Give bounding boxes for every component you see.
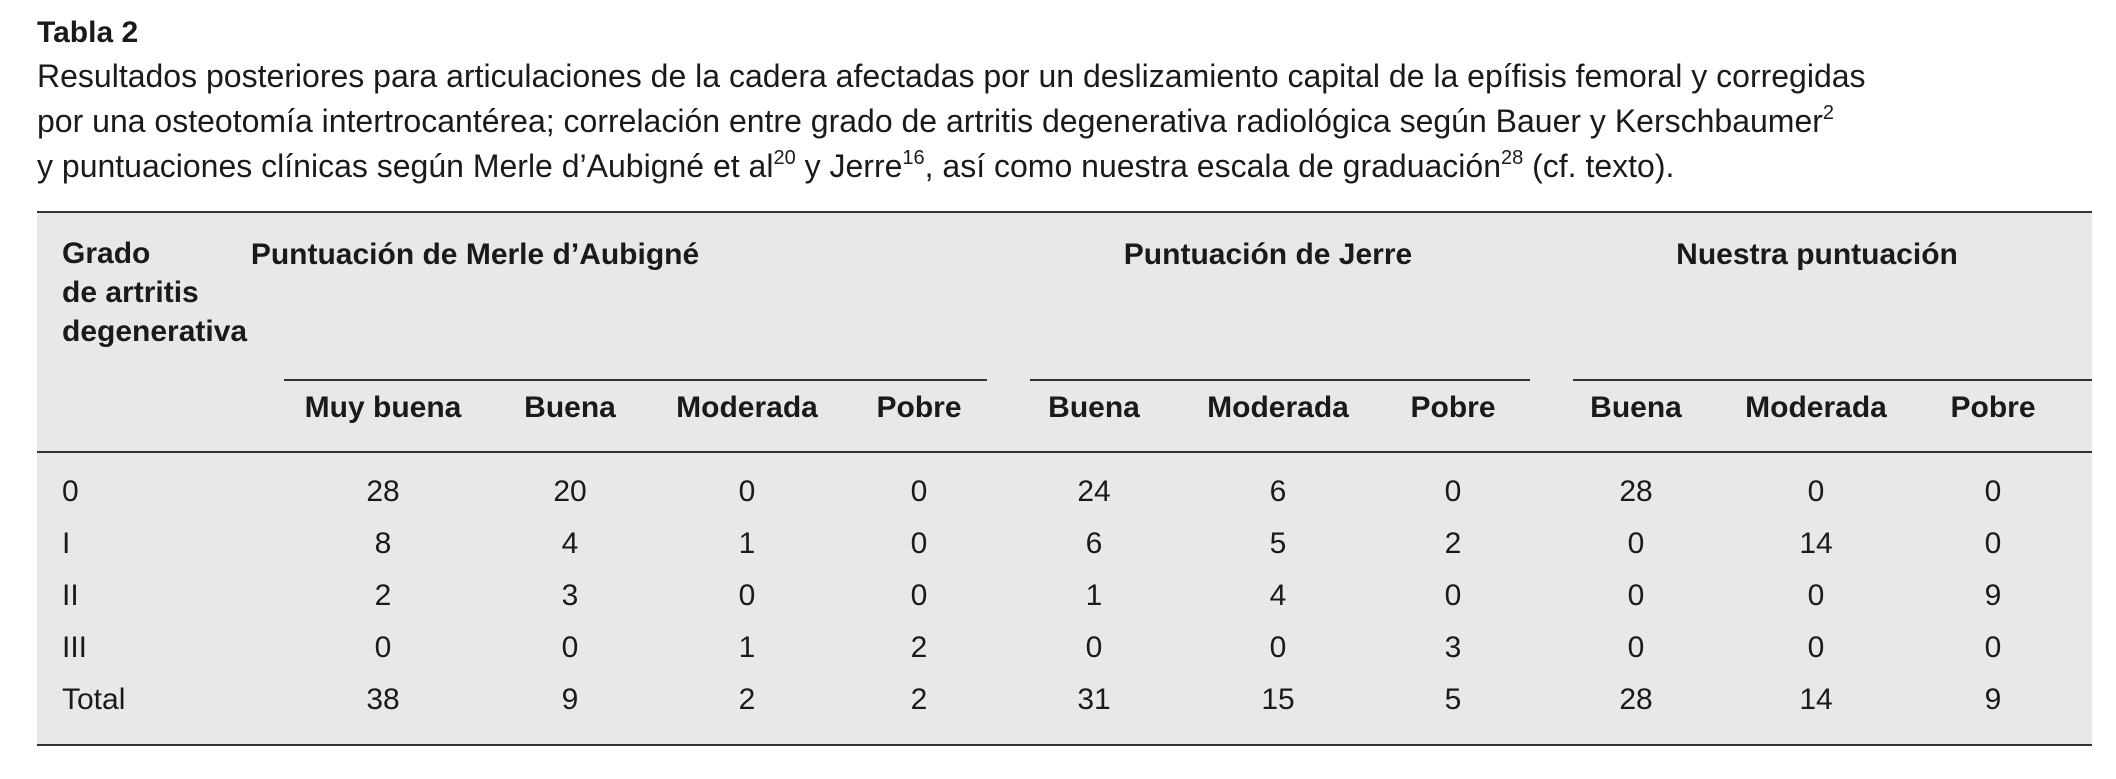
table-caption (37, 54, 2077, 189)
table-cell: 0 (738, 579, 756, 612)
results-table (37, 211, 2092, 746)
table-cell: 0 (1984, 527, 2002, 560)
table-cell: 0 (1627, 631, 1645, 664)
caption-text: por una osteotomía intertrocantérea; correlación entre grado de artritis degenerativa radiológica según Bauer y Kerschbaumer (37, 103, 1823, 139)
table-cell: 4 (561, 527, 579, 560)
column-header: Pobre (1410, 391, 1496, 424)
table-cell: 5 (1444, 683, 1462, 716)
table-cell: 1 (738, 631, 756, 664)
table-cell: 4 (1269, 579, 1287, 612)
citation-superscript: 16 (902, 147, 925, 169)
table-cell: 6 (1085, 527, 1103, 560)
table-cell: 2 (738, 683, 756, 716)
table-cell: 31 (1077, 683, 1111, 716)
column-header: Buena (1590, 391, 1682, 424)
table-cell: 0 (1627, 579, 1645, 612)
row-grade: Total (62, 683, 126, 716)
table-cell: 1 (738, 527, 756, 560)
caption-text: (cf. texto). (1523, 148, 1675, 184)
column-header: Moderada (1207, 391, 1349, 424)
table-cell: 2 (910, 683, 928, 716)
group-rule-nuestra (1573, 379, 2092, 381)
caption-line-3 (37, 144, 2077, 189)
table-cell: 38 (366, 683, 400, 716)
column-header: Pobre (876, 391, 962, 424)
table-cell: 8 (374, 527, 392, 560)
column-header: Muy buena (304, 391, 462, 424)
column-header: Pobre (1950, 391, 2036, 424)
table-cell: 0 (374, 631, 392, 664)
group-header-merle: Puntuación de Merle d’Aubigné (250, 238, 700, 271)
table-top-rule (37, 211, 2092, 213)
citation-superscript: 28 (1500, 147, 1524, 169)
caption-text: y puntuaciones clínicas según Merle d’Aubigné et al (37, 148, 774, 184)
column-header: Moderada (676, 391, 818, 424)
row-header-line: degenerativa (62, 315, 248, 348)
table-cell: 0 (1269, 631, 1287, 664)
table-cell: 14 (1799, 527, 1833, 560)
table-cell: 6 (1269, 475, 1287, 508)
row-header-label (62, 234, 247, 351)
column-header: Moderada (1745, 391, 1887, 424)
table-cell: 0 (738, 475, 756, 508)
column-header: Buena (524, 391, 616, 424)
table-cell: 28 (366, 475, 400, 508)
table-cell: 0 (910, 527, 928, 560)
table-cell: 0 (910, 475, 928, 508)
row-grade: 0 (62, 475, 79, 508)
row-header-line: de artritis (62, 276, 199, 309)
table-bottom-rule (37, 744, 2092, 746)
table-label: Tabla 2 (37, 16, 139, 49)
table-cell: 5 (1269, 527, 1287, 560)
table-cell: 0 (1807, 579, 1825, 612)
table-cell: 0 (1807, 631, 1825, 664)
column-header: Buena (1048, 391, 1140, 424)
header-bottom-rule (37, 451, 2092, 453)
row-grade: I (62, 527, 71, 560)
table-cell: 24 (1077, 475, 1111, 508)
table-cell: 0 (1444, 475, 1462, 508)
caption-text: Resultados posteriores para articulaciones de la cadera afectadas por un deslizamiento capital de la epífisis femoral y corregidas (37, 58, 1866, 94)
table-cell: 2 (374, 579, 392, 612)
table-cell: 0 (910, 579, 928, 612)
table-cell: 9 (561, 683, 579, 716)
row-header-line: Grado (62, 237, 151, 270)
table-cell: 20 (553, 475, 587, 508)
table-cell: 2 (1444, 527, 1462, 560)
table-cell: 0 (1627, 527, 1645, 560)
table-cell: 0 (1807, 475, 1825, 508)
table-cell: 14 (1799, 683, 1833, 716)
caption-line-2 (37, 99, 2077, 144)
table-cell: 15 (1261, 683, 1295, 716)
group-rule-jerre (1030, 379, 1530, 381)
row-grade: III (62, 631, 88, 664)
table-cell: 0 (1085, 631, 1103, 664)
group-header-jerre: Puntuación de Jerre (1123, 238, 1413, 271)
table-cell: 28 (1619, 683, 1653, 716)
table-cell: 1 (1085, 579, 1103, 612)
caption-line-1 (37, 54, 2077, 99)
table-cell: 9 (1984, 683, 2002, 716)
citation-superscript: 2 (1822, 102, 1835, 124)
group-header-nuestra: Nuestra puntuación (1676, 238, 1958, 271)
group-rule-merle (284, 379, 987, 381)
table-cell: 2 (910, 631, 928, 664)
citation-superscript: 20 (773, 147, 796, 169)
table-cell: 0 (1984, 475, 2002, 508)
table-cell: 28 (1619, 475, 1653, 508)
table-cell: 3 (561, 579, 579, 612)
table-cell: 0 (1984, 631, 2002, 664)
caption-text: , así como nuestra escala de graduación (924, 148, 1501, 184)
table-cell: 0 (561, 631, 579, 664)
table-cell: 9 (1984, 579, 2002, 612)
row-grade: II (62, 579, 79, 612)
table-cell: 0 (1444, 579, 1462, 612)
caption-text: y Jerre (795, 148, 903, 184)
table-cell: 3 (1444, 631, 1462, 664)
